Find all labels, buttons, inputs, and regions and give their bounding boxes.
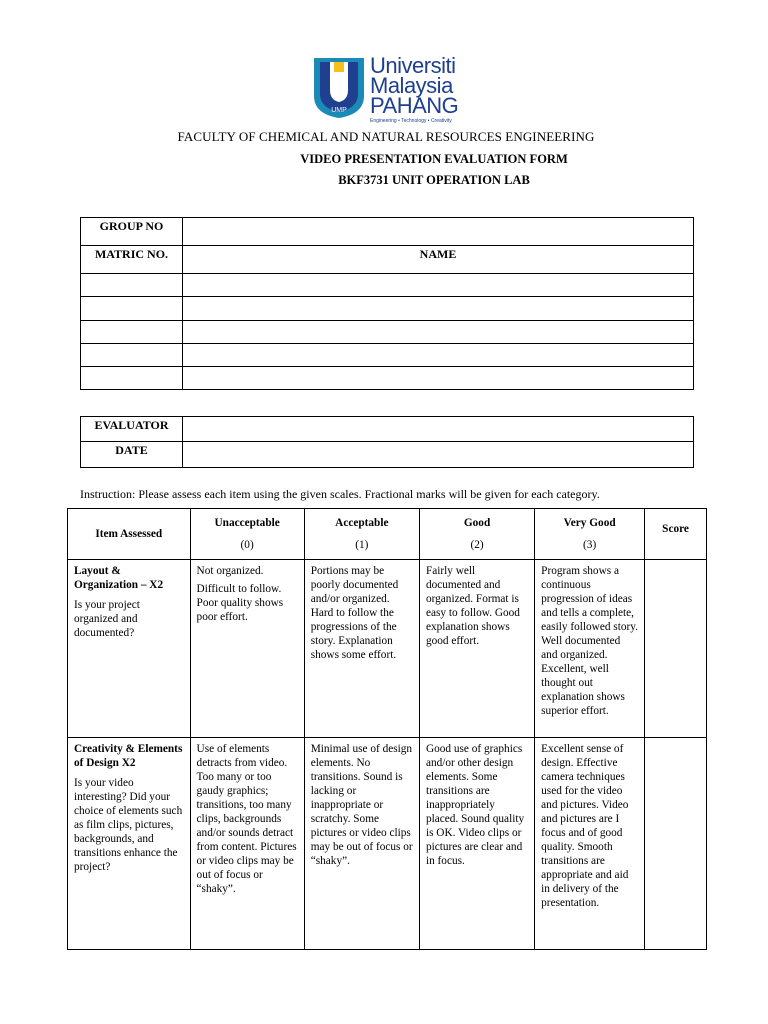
score-cell-layout[interactable] bbox=[645, 560, 707, 738]
rubric-table bbox=[67, 508, 707, 950]
faculty-heading: FACULTY OF CHEMICAL AND NATURAL RESOURCES ENGINEERING bbox=[177, 129, 595, 144]
name-label: NAME bbox=[183, 246, 694, 274]
header-very-good-label: Very Good bbox=[563, 517, 616, 529]
rubric-row-creativity bbox=[68, 738, 707, 950]
item-title-layout: Layout & Organization – X2 bbox=[74, 565, 164, 591]
matric-field-3[interactable] bbox=[81, 321, 183, 344]
very-good-cell-creativity: Excellent sense of design. Effective camera techniques used for the video and pictures. Video and pictures are I focus and of good quality. Smooth transitions are appropriate and aid in delivery of the presentation. bbox=[535, 738, 645, 950]
matric-field-4[interactable] bbox=[81, 344, 183, 367]
item-cell-layout bbox=[68, 560, 191, 738]
matric-field-2[interactable] bbox=[81, 297, 183, 321]
very-good-cell-layout: Program shows a continuous progression of ideas and tells a complete, easily followed story. Well documented and organized. Excellent, well thought out explanation shows superior effort. bbox=[535, 560, 645, 738]
name-field-1[interactable] bbox=[183, 274, 694, 297]
logo-tagline: Engineering • Technology • Creativity bbox=[370, 118, 452, 124]
logo-line-1: Universiti bbox=[370, 53, 456, 78]
unacceptable-text-layout-1: Not organized. bbox=[196, 565, 264, 577]
good-cell-creativity: Good use of graphics and/or other design elements. Some transitions are inappropriately placed. Sound quality is OK. Video clips or pictures are clear and in focus. bbox=[419, 738, 534, 950]
acceptable-cell-layout: Portions may be poorly documented and/or organized. Hard to follow the progressions of the story. Explanation shows some effort. bbox=[304, 560, 419, 738]
header-unacceptable-score: (0) bbox=[240, 539, 254, 551]
item-question-creativity: Is your video interesting? Did your choice of elements such as film clips, pictures, backgrounds, and transitions enhance the project? bbox=[74, 777, 183, 873]
form-title: VIDEO PRESENTATION EVALUATION FORM bbox=[300, 152, 568, 166]
header-score: Score bbox=[645, 509, 707, 560]
name-field-5[interactable] bbox=[183, 367, 694, 390]
logo-line-2: Malaysia bbox=[370, 73, 453, 98]
matric-no-label: MATRIC NO. bbox=[81, 246, 183, 274]
header-acceptable-label: Acceptable bbox=[335, 517, 389, 529]
header-unacceptable bbox=[190, 509, 304, 560]
item-question-layout: Is your project organized and documented? bbox=[74, 599, 140, 639]
university-logo bbox=[312, 52, 472, 124]
matric-field-5[interactable] bbox=[81, 367, 183, 390]
evaluator-table bbox=[80, 416, 694, 468]
course-title: BKF3731 UNIT OPERATION LAB bbox=[338, 173, 530, 187]
item-title-creativity: Creativity & Elements of Design X2 bbox=[74, 743, 183, 769]
unacceptable-text-layout-2: Difficult to follow. Poor quality shows poor effort. bbox=[196, 583, 284, 623]
header-good-score: (2) bbox=[470, 539, 484, 551]
header-good-label: Good bbox=[463, 517, 491, 529]
group-no-label: GROUP NO bbox=[81, 218, 183, 246]
matric-field-1[interactable] bbox=[81, 274, 183, 297]
date-field[interactable] bbox=[183, 442, 694, 468]
instruction-text: Instruction: Please assess each item using the given scales. Fractional marks will be given for each category. bbox=[80, 487, 600, 501]
good-cell-layout: Fairly well documented and organized. Format is easy to follow. Good explanation shows good effort. bbox=[419, 560, 534, 738]
ump-shield-icon bbox=[312, 56, 366, 120]
acceptable-cell-creativity: Minimal use of design elements. No transitions. Sound is lacking or inappropriate or scratchy. Some pictures or video clips may be out of focus or “shaky”. bbox=[304, 738, 419, 950]
evaluator-label: EVALUATOR bbox=[81, 417, 183, 442]
header-good bbox=[419, 509, 534, 560]
name-field-2[interactable] bbox=[183, 297, 694, 321]
name-field-3[interactable] bbox=[183, 321, 694, 344]
header-unacceptable-label: Unacceptable bbox=[214, 517, 280, 529]
header-item-assessed: Item Assessed bbox=[68, 509, 191, 560]
date-label: DATE bbox=[81, 442, 183, 468]
group-no-field[interactable] bbox=[183, 218, 694, 246]
header-acceptable-score: (1) bbox=[355, 539, 369, 551]
header-acceptable bbox=[304, 509, 419, 560]
header-very-good bbox=[535, 509, 645, 560]
unacceptable-cell-layout bbox=[190, 560, 304, 738]
header-very-good-score: (3) bbox=[583, 539, 597, 551]
group-table bbox=[80, 217, 694, 390]
item-cell-creativity bbox=[68, 738, 191, 950]
shield-text: UMP bbox=[331, 107, 347, 114]
name-field-4[interactable] bbox=[183, 344, 694, 367]
score-cell-creativity[interactable] bbox=[645, 738, 707, 950]
rubric-row-layout bbox=[68, 560, 707, 738]
evaluator-field[interactable] bbox=[183, 417, 694, 442]
unacceptable-cell-creativity: Use of elements detracts from video. Too many or too gaudy graphics; transitions, too many clips, backgrounds and/or sounds detract from content. Pictures or video clips may be out of focus or “shaky”. bbox=[190, 738, 304, 950]
logo-line-3: PAHANG bbox=[370, 93, 459, 118]
